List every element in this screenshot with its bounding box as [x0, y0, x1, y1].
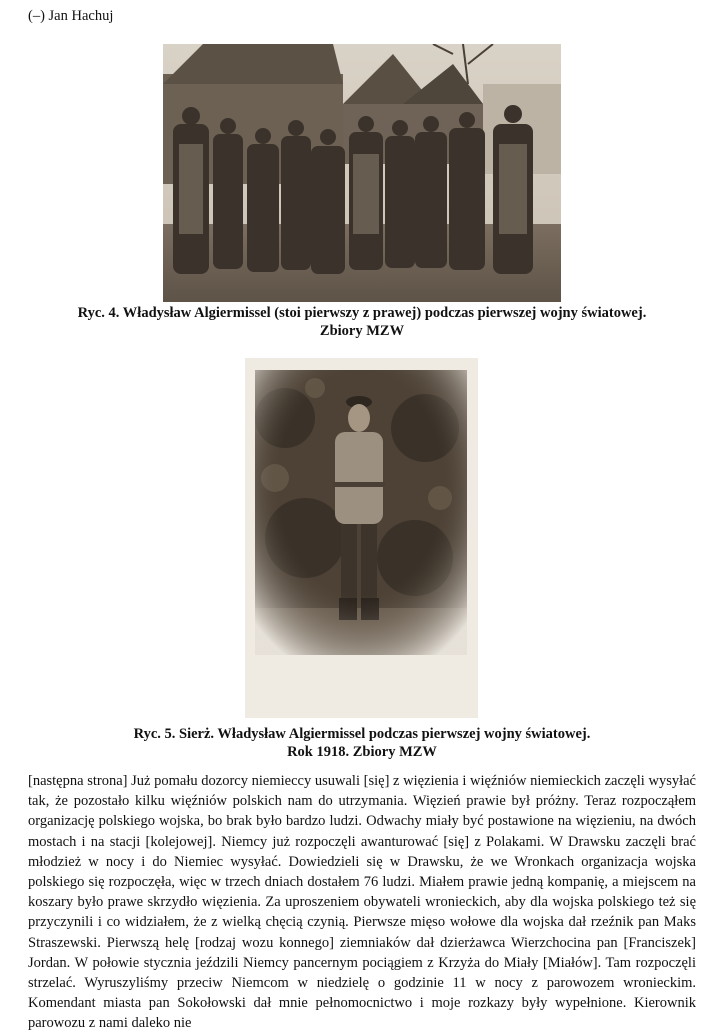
group-photograph	[163, 44, 561, 302]
figure-4-caption-line-2: Zbiory MZW	[319, 323, 405, 339]
body-paragraph: [następna strona] Już pomału dozorcy niemieccy usuwali [się] z więzienia i więźniów niemieckich zaczęli wysyłać tak, że pozostało kilku więźniów polskich nam do utrzymania. Więzień prawie był próżny. Teraz rozpocząłem organizację polskiego wojska, bo brak było bardzo ludzi. Odwachy miały być postawione na więzieniu, na dwóch mostach i na stacji [kolejowej]. Niemcy już rozpoczęli awanturować [się] z Polakami. W Drawsku zaczęli brać młodzież w nocy i do Niemiec wysyłać. Dowiedzieli się w Drawsku, że we Wronkach organizacja wojska polskiego się rozpoczęła, więc w trzech dniach dostałem 76 ludzi. Miałem prawie jedną kompanię, a miejscem na koszary było prawe skrzydło więzienia. Za uproszeniem obywateli wronieckich, aby dla wojska polskiego też się przyczynili i co widziałem, że z wielką chęcią czynią. Pierwsze mięso wołowe dla wojska dał rzeźnik pan Maks Straszewski. Pierwszą helę [rodzaj wozu konnego] ziemniaków dał dzierżawca Wierzchocina pan [Franciszek] Jordan. W połowie stycznia jeździli Niemcy pancernym pociągiem z Krzyża do Miały [Miałów]. Tam rozpoczęli strzelać. Wyruszyliśmy przeciw Niemcom w niedzielę o godzinie 11 w nocy z parowozem wronieckim. Komendant miasta pan Sokołowski dał mnie pełnomocnictwo i moje rozkazy były wypełnione. Kierownik parowozu z nami daleko nie	[28, 773, 696, 1032]
running-head: (–) Jan Hachuj	[28, 8, 114, 24]
figure-4-caption	[0, 304, 724, 340]
portrait-photograph	[245, 358, 478, 718]
figure-5-caption	[0, 725, 724, 761]
figure-4-caption-line-1: Ryc. 4. Władysław Algiermissel (stoi pierwszy z prawej) podczas pierwszej wojny światowej.	[77, 305, 647, 321]
figure-5-caption-line-2: Rok 1918. Zbiory MZW	[287, 744, 437, 760]
figure-5-caption-line-1: Ryc. 5. Sierż. Władysław Algiermissel podczas pierwszej wojny światowej.	[133, 726, 591, 742]
